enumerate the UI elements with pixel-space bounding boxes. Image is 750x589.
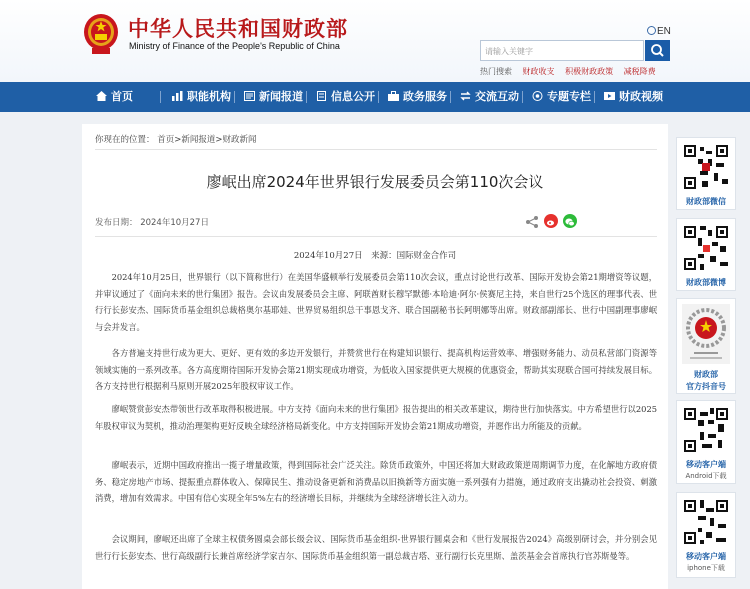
- breadcrumb[interactable]: 你现在的位置： 首页>新闻报道>财政新闻: [95, 135, 257, 145]
- divider: [95, 149, 657, 150]
- article-source: 2024年10月27日 来源：国际财金合作司: [293, 251, 457, 261]
- nav-label: 交流互动: [475, 90, 519, 103]
- nav-label: 信息公开: [331, 90, 375, 103]
- lang-label: EN: [657, 26, 671, 37]
- national-emblem-icon[interactable]: [82, 12, 120, 56]
- douyin-code-icon: [682, 304, 730, 364]
- qr-label: 移动客户端: [686, 460, 726, 469]
- hot-word-link[interactable]: 积极财政政策: [565, 67, 614, 76]
- nav-item-news[interactable]: [244, 82, 303, 112]
- nav-item-home[interactable]: [96, 82, 133, 112]
- qr-label: 移动客户端: [686, 552, 726, 561]
- search-icon: [645, 40, 670, 61]
- site-header: [0, 0, 750, 82]
- article-paragraph: 2024年10月25日，世界银行（以下简称世行）在美国华盛顿举行发展委员会第110次会议，重点讨论世行改革、国际开发协会第21期增资等议题，并审议通过了《面向未来的世行集团》报告。会议由发展委员会主席、阿联酋财长穆罕默德·本哈迪·阿尔·侯赛尼主持，来自世行25个选区的理事代表、世行行长彭安杰、国际货币基金组织总裁格奥尔基耶娃、世界贸易组织总干事恩戈齐、联合国副秘书长阿明娜等出席。财政部副部长、世行中国副理事廖岷与会并发言。: [95, 272, 657, 332]
- nav-item-gov-services[interactable]: [388, 82, 447, 112]
- article-paragraph: 各方普遍支持世行成为更大、更好、更有效的多边开发银行，并赞赏世行在构建知识银行、提高机构运营效率、增强财务能力、动员私营部门资源等领域实施的一系列改革。各方高度期待国际开发协会第21期实现成功增资，为低收入国家提供更大规模的优惠资金，帮助其实现联合国可持续发展目标。各方支持世行根据利马原则开展2025年股权审议工作。: [95, 348, 657, 391]
- qr-card-iphone[interactable]: [676, 492, 736, 578]
- qr-code-icon: [682, 406, 730, 454]
- divider: [95, 236, 657, 237]
- nav-item-special-topics[interactable]: [532, 82, 591, 112]
- nav-divider: [378, 91, 379, 103]
- nav-label: 首页: [111, 90, 133, 103]
- qr-label: Android下载: [685, 472, 727, 480]
- weibo-share-icon[interactable]: [544, 214, 558, 228]
- exchange-icon: [460, 91, 471, 101]
- article-paragraph: 廖岷赞赏彭安杰带领世行改革取得积极进展。中方支持《面向未来的世行集团》报告提出的相关改革建议，期待世行加快落实。中方希望世行以2025年股权审议为契机，推动治理架构更好反映全球经济格局新变化。中方支持国际开发协会第21期成功增资，并愿作出力所能及的贡献。: [95, 404, 657, 431]
- article-paragraph: 廖岷表示，近期中国政府推出一揽子增量政策，得到国际社会广泛关注。除货币政策外，中国还将加大财政政策逆周期调节力度，在化解地方政府债务、稳定房地产市场、提振重点群体收入、保障民生、推动设备更新和消费品以旧换新等方面实施一系列强有力措施，通过政府支出撬动社会投资、刺激消费，增加有效需求。中国有信心实现全年5%左右的经济增长目标，并继续为全球经济增长注入动力。: [95, 460, 657, 503]
- qr-code-icon: [682, 498, 730, 546]
- wechat-icon: [563, 215, 577, 229]
- nav-divider: [594, 91, 595, 103]
- news-icon: [244, 91, 255, 101]
- article-title: 廖岷出席2024年世界银行发展委员会第110次会议: [206, 173, 544, 191]
- document-icon: [316, 91, 327, 101]
- site-title-cn[interactable]: 中华人民共和国财政部: [128, 17, 348, 41]
- nav-label: 政务服务: [403, 90, 447, 103]
- nav-item-video[interactable]: [604, 82, 663, 112]
- main-nav: [0, 82, 750, 112]
- nav-divider: [160, 91, 161, 103]
- english-link[interactable]: [647, 26, 671, 37]
- nav-divider: [450, 91, 451, 103]
- qr-label: 财政部微信: [686, 197, 726, 206]
- nav-label: 财政视频: [619, 90, 663, 103]
- article-panel: [82, 124, 668, 589]
- topic-icon: [532, 91, 543, 101]
- nav-divider: [234, 91, 235, 103]
- qr-card-weibo[interactable]: [676, 218, 736, 291]
- video-icon: [604, 91, 615, 101]
- nav-divider: [522, 91, 523, 103]
- nav-label: 职能机构: [187, 90, 231, 103]
- weibo-icon: [544, 215, 558, 229]
- nav-divider: [306, 91, 307, 103]
- wechat-share-icon[interactable]: [563, 214, 577, 228]
- share-icon[interactable]: [525, 214, 539, 228]
- nav-item-interaction[interactable]: [460, 82, 519, 112]
- qr-card-douyin[interactable]: [676, 298, 736, 394]
- qr-label: 官方抖音号: [686, 382, 726, 391]
- nav-item-info-disclosure[interactable]: [316, 82, 375, 112]
- site-title-en: Ministry of Finance of the People's Republic of China: [129, 41, 340, 51]
- nav-label: 新闻报道: [259, 90, 303, 103]
- home-icon: [96, 91, 107, 101]
- briefcase-icon: [388, 91, 399, 101]
- hot-search: [480, 66, 664, 77]
- qr-code-icon: [682, 224, 730, 272]
- hot-search-label: 热门搜索: [480, 67, 512, 76]
- globe-icon: [647, 26, 656, 35]
- hot-word-link[interactable]: 减税降费: [623, 67, 656, 76]
- qr-label: iphone下载: [687, 564, 725, 572]
- nav-label: 专题专栏: [547, 90, 591, 103]
- qr-card-android[interactable]: [676, 400, 736, 484]
- share-graph-icon: [525, 215, 539, 229]
- qr-label: 财政部: [694, 370, 718, 379]
- search-button[interactable]: [645, 40, 670, 61]
- nav-item-functions[interactable]: [172, 82, 231, 112]
- hot-word-link[interactable]: 财政收支: [522, 67, 555, 76]
- qr-code-icon: [682, 143, 730, 191]
- publish-date: 发布日期： 2024年10月27日: [95, 218, 209, 228]
- qr-card-wechat[interactable]: [676, 137, 736, 210]
- chart-bars-icon: [172, 91, 183, 101]
- search-input[interactable]: 请输入关键字: [480, 40, 644, 61]
- article-paragraph: 会议期间，廖岷还出席了全球主权债务圆桌会部长级会议、国际货币基金组织-世界银行圆桌会和《世行发展报告2024》高级别研讨会，并分别会见世行行长彭安杰、世行高级副行长兼首席经济学家吉尔、国际货币基金组织第一副总裁吉塔、亚行副行长克里斯、盖茨基金会首席执行官苏斯曼等。: [95, 534, 657, 561]
- qr-label: 财政部微博: [686, 278, 726, 287]
